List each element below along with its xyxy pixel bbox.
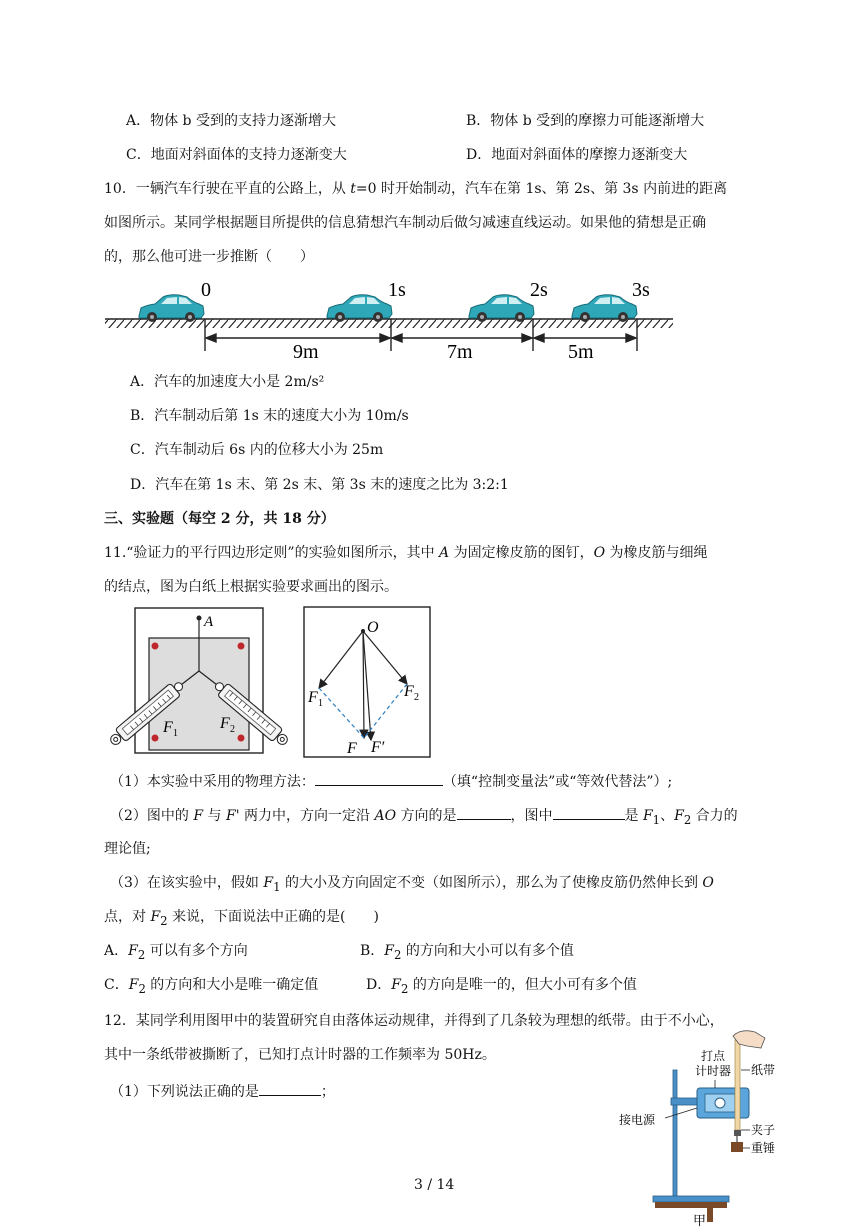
- q11-apparatus-figure: [103, 606, 295, 758]
- q9-option-d: D．地面对斜面体的摩擦力逐渐变大: [466, 147, 688, 163]
- label-power: 接电源: [619, 1113, 656, 1127]
- time-label-3s: 3s: [632, 279, 650, 301]
- label-clip: 夹子: [751, 1123, 776, 1137]
- car-at-3s: [572, 295, 637, 322]
- q11-option-b: B．$F_2$ 的方向和大小可以有多个值: [360, 943, 574, 962]
- distance-label-5m: 5m: [568, 341, 594, 363]
- q11-option-d: D．$F_2$ 的方向是唯一的，但大小可有多个值: [366, 977, 637, 996]
- q11-option-c: C．$F_2$ 的方向和大小是唯一确定值: [104, 977, 319, 996]
- svg-text:1: 1: [318, 698, 323, 709]
- section-title-experiment: 三、实验题（每空 2 分，共 18 分）: [104, 511, 335, 527]
- svg-text:2: 2: [230, 724, 235, 735]
- q9-option-c: C．地面对斜面体的支持力逐渐变大: [126, 147, 347, 163]
- q10-option-a: A．汽车的加速度大小是 2m/s²: [130, 374, 325, 390]
- q11-force-diagram: [303, 606, 431, 758]
- label-a: A: [204, 614, 214, 630]
- label-timer-2: 计时器: [695, 1064, 732, 1078]
- label-f: F: [347, 740, 357, 757]
- label-f-prime: F′: [371, 739, 385, 756]
- car-at-1s: [327, 295, 392, 322]
- q11-sub2-line2: 理论值;: [104, 841, 151, 857]
- blank-method[interactable]: [315, 771, 443, 786]
- q11-sub1: （1）本实验中采用的物理方法： （填“控制变量法”或“等效代替法”）;: [110, 771, 672, 792]
- q10-option-b: B．汽车制动后第 1s 末的速度大小为 10m/s: [130, 408, 409, 424]
- q11-option-a: A．$F_2$ 可以有多个方向: [104, 943, 248, 962]
- time-label-2s: 2s: [530, 279, 548, 301]
- time-label-0: 0: [201, 279, 211, 301]
- figure-caption-jia: 甲: [693, 1214, 707, 1227]
- label-tape: 纸带: [751, 1063, 776, 1077]
- label-o: O: [367, 619, 379, 636]
- car-at-2s: [469, 295, 534, 322]
- q9-option-b: B．物体 b 受到的摩擦力可能逐渐增大: [466, 113, 705, 129]
- q10-stem-line1: 10．一辆汽车行驶在平直的公路上，从 t=0 时开始制动，汽车在第 1s、第 2s、第 3s 内前进的距离: [104, 181, 728, 197]
- svg-text:2: 2: [414, 692, 419, 703]
- label-weight: 重锤: [751, 1141, 776, 1155]
- blank-along-ao[interactable]: [457, 805, 511, 820]
- label-f1-right: F: [308, 689, 318, 706]
- q10-stem-line2: 如图所示。某同学根据题目所提供的信息猜想汽车制动后做匀减速直线运动。如果他的猜想是正确: [104, 215, 706, 231]
- distance-label-7m: 7m: [447, 341, 473, 363]
- q11-sub3: （3）在该实验中，假如 $F_1$ 的大小及方向固定不变（如图所示），那么为了使橡皮筋仍然伸长到 O: [110, 875, 714, 894]
- car-at-0: [139, 295, 204, 322]
- label-f1-left: F: [163, 719, 173, 736]
- page-number: 3 / 14: [414, 1177, 455, 1193]
- distance-label-9m: 9m: [293, 341, 319, 363]
- q11-sub3-line2: 点，对 $F_2$ 来说，下面说法中正确的是( ): [104, 909, 379, 928]
- q10-stem-line3: 的，那么他可进一步推断（ ）: [104, 249, 314, 265]
- q11-stem-line1: 11.“验证力的平行四边形定则”的实验如图所示，其中 A 为固定橡皮筋的图钉，O 为橡皮筋与细绳: [104, 545, 708, 561]
- q12-sub1: （1）下列说法正确的是 ；: [110, 1081, 335, 1102]
- q11-sub2: （2）图中的 F 与 F' 两力中，方向一定沿 AO 方向的是 ，图中 是 $F_1$、$F_2$ 合力的: [110, 805, 738, 830]
- label-f2-left: F: [220, 715, 230, 732]
- q10-option-d: D．汽车在第 1s 末、第 2s 末、第 3s 末的速度之比为 3:2:1: [130, 477, 509, 493]
- q12-stem-line2: 其中一条纸带被撕断了，已知打点计时器的工作频率为 50Hz。: [104, 1047, 496, 1063]
- time-label-1s: 1s: [388, 279, 406, 301]
- q9-option-a: A．物体 b 受到的支持力逐渐增大: [126, 113, 336, 129]
- blank-q12-1[interactable]: [259, 1081, 321, 1096]
- label-f2-right: F: [404, 683, 414, 700]
- q12-stem-line1: 12．某同学利用图甲中的装置研究自由落体运动规律，并得到了几条较为理想的纸带。由于不小心，: [104, 1013, 724, 1029]
- q10-option-c: C．汽车制动后 6s 内的位移大小为 25m: [130, 442, 384, 458]
- q12-apparatus-figure: [615, 1030, 777, 1227]
- q10-car-figure: [100, 275, 680, 370]
- q11-stem-line2: 的结点，图为白纸上根据实验要求画出的图示。: [104, 579, 398, 595]
- label-timer-1: 打点: [701, 1049, 726, 1063]
- blank-theoretical[interactable]: [553, 805, 625, 820]
- svg-text:1: 1: [173, 728, 178, 739]
